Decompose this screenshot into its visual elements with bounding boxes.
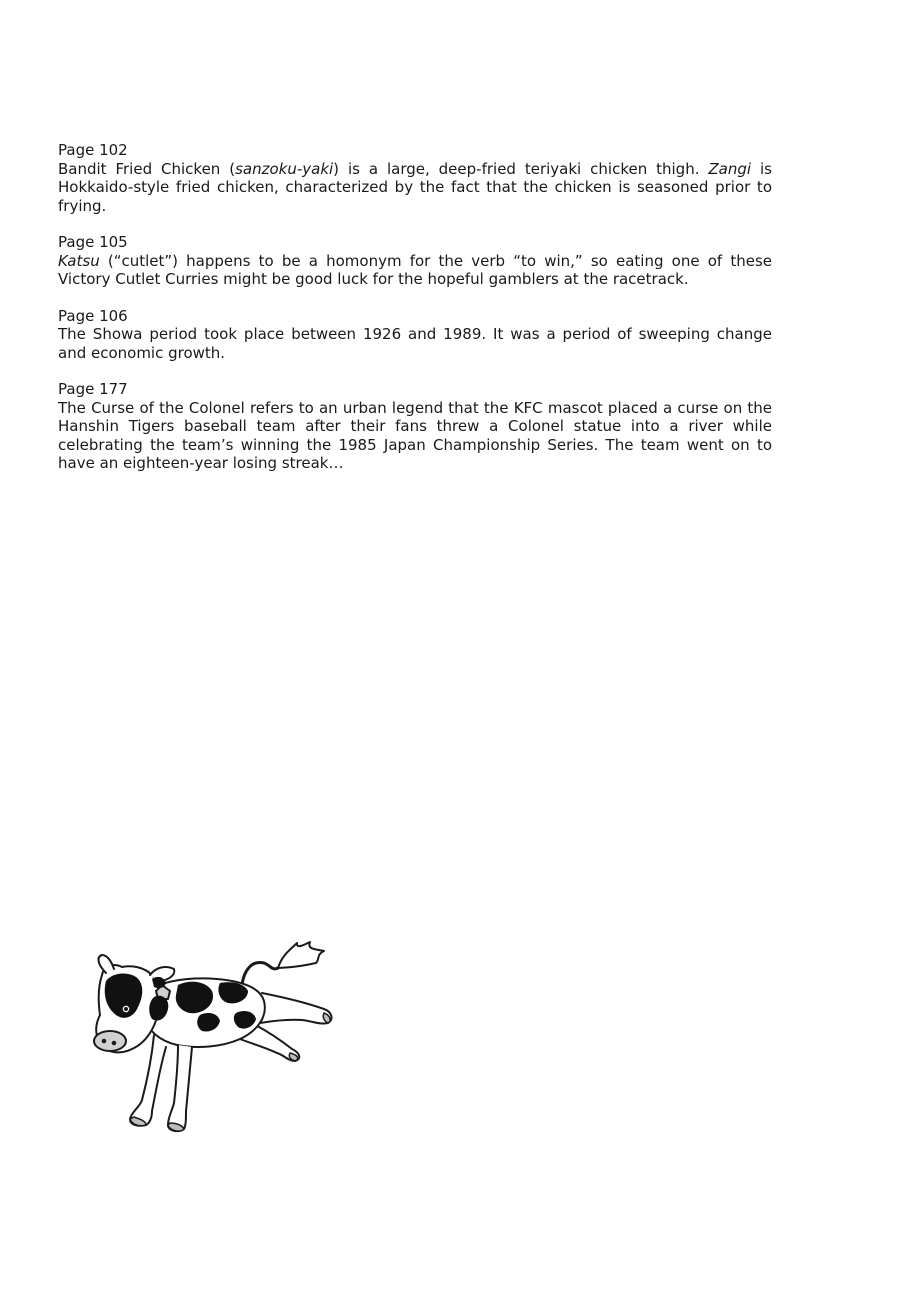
note-text: The Showa period took place between 1926 and 1989. It was a period of sweeping change and economic growth. (58, 325, 772, 362)
note-heading: Page 106 (58, 306, 128, 325)
note-term: Katsu (58, 251, 100, 270)
note-term: sanzoku-yaki (235, 159, 334, 178)
note-page-102 (58, 141, 772, 215)
note-body (58, 160, 772, 216)
note-page-177 (58, 380, 772, 473)
note-body (58, 325, 772, 362)
note-term: Zangi (708, 159, 752, 178)
note-page-105 (58, 233, 772, 289)
note-heading: Page 177 (58, 380, 128, 398)
cow-icon (92, 935, 337, 1140)
note-body (58, 252, 772, 289)
note-heading: Page 105 (58, 233, 128, 251)
note-text: The Curse of the Colonel refers to an urban legend that the KFC mascot placed a curse on the Hanshin Tigers baseball team after their fans threw a Colonel statue into a river while celebrating the team’s winning the 1985 Japan Championship Series. The team went on to have an eighteen-year losing streak… (58, 398, 772, 472)
note-body (58, 399, 772, 473)
note-page-106 (58, 307, 772, 363)
note-text: (“cutlet”) happens to be a homonym for the verb “to win,” so eating one of these Victory Cutlet Curries might be good luck for the hopeful gamblers at the racetrack. (58, 251, 772, 288)
note-text: ) is a large, deep-fried teriyaki chicken thigh. (333, 159, 709, 178)
note-text: Bandit Fried Chicken ( (58, 159, 236, 178)
translation-notes (58, 141, 772, 491)
note-heading: Page 102 (58, 141, 128, 159)
note-text: is Hokkaido-style fried chicken, characterized by the fact that the chicken is seasoned prior to frying. (58, 159, 772, 215)
